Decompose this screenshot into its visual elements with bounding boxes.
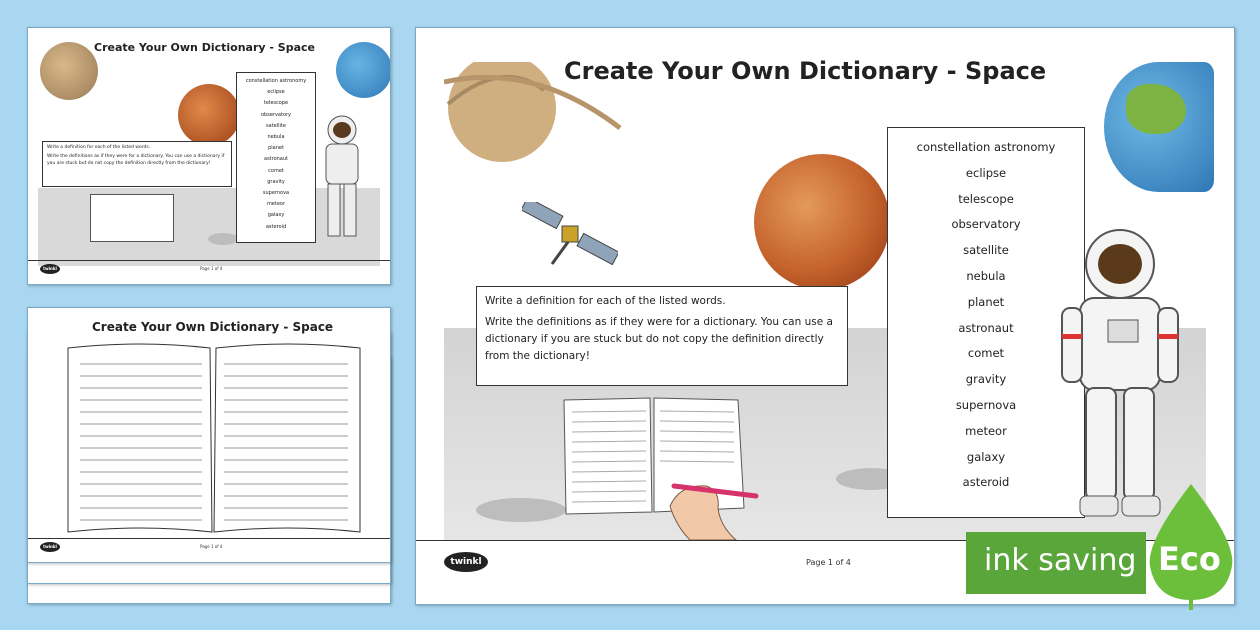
word-item: satellite xyxy=(963,243,1009,258)
twinkl-logo: twinkl xyxy=(40,264,60,274)
page-number: Page 1 of 4 xyxy=(806,558,851,567)
word-item: supernova xyxy=(955,397,1017,412)
word-item: gravity xyxy=(267,178,285,185)
saturn-image xyxy=(40,42,98,100)
word-item: astronaut xyxy=(958,320,1014,335)
mars-image xyxy=(178,84,240,146)
word-item: galaxy xyxy=(267,212,285,219)
preview-sheet-2[interactable] xyxy=(27,307,391,563)
word-item: meteor xyxy=(965,423,1007,438)
earth-land xyxy=(1126,84,1186,134)
open-book-image xyxy=(64,342,364,534)
sheet-title: Create Your Own Dictionary - Space xyxy=(94,41,315,54)
instruction-box xyxy=(476,286,848,386)
instruction-line-2: Write the definitions as if they were for a dictionary. You can use a dictionary if you are stuck but do not copy the definition directly from the dictionary! xyxy=(485,316,833,362)
sheet-footer xyxy=(28,260,390,261)
main-sheet[interactable] xyxy=(415,27,1235,605)
sheet-title: Create Your Own Dictionary - Space xyxy=(92,320,334,334)
word-item: planet xyxy=(268,145,284,152)
instruction-line-1: Write a definition for each of the listed words. xyxy=(485,295,726,307)
moon-rock xyxy=(476,498,566,522)
page-number: Page 1 of 4 xyxy=(200,544,223,549)
word-item: satellite xyxy=(266,122,286,129)
eco-badge-label: Eco xyxy=(1158,540,1221,578)
word-item: gravity xyxy=(965,372,1007,387)
mars-image xyxy=(754,154,890,290)
instruction-line-1: Write a definition for each of the listed words. xyxy=(47,145,151,150)
preview-sheet-1[interactable] xyxy=(27,27,391,285)
word-item: eclipse xyxy=(267,89,285,96)
earth-image xyxy=(336,42,391,98)
word-item: observatory xyxy=(951,217,1021,232)
hand-writing-image xyxy=(660,456,760,540)
word-list xyxy=(236,72,316,243)
word-item: meteor xyxy=(266,201,286,208)
sheet-footer xyxy=(28,538,390,539)
word-item: eclipse xyxy=(965,165,1007,180)
word-item: constellation astronomy xyxy=(245,78,307,84)
page-number: Page 1 of 4 xyxy=(200,266,223,271)
astronaut-image xyxy=(318,112,368,244)
notebook-image xyxy=(90,194,174,242)
instruction-line-2: Write the definitions as if they were for a dictionary. You can use a dictionary if you are stuck but do not copy the definition directly from the dictionary! xyxy=(47,154,225,166)
word-item: observatory xyxy=(260,111,292,118)
word-item: telescope xyxy=(263,100,289,107)
word-item: telescope xyxy=(958,191,1014,206)
twinkl-logo: twinkl xyxy=(40,542,60,552)
word-list xyxy=(887,127,1085,518)
satellite-image xyxy=(522,202,618,266)
word-item: astronaut xyxy=(264,156,288,163)
twinkl-logo: twinkl xyxy=(444,552,488,572)
word-item: planet xyxy=(967,294,1005,309)
sheet-title: Create Your Own Dictionary - Space xyxy=(564,57,1047,85)
ink-saving-label: ink saving xyxy=(984,543,1137,578)
word-item: galaxy xyxy=(966,449,1006,464)
word-item: nebula xyxy=(966,268,1006,283)
word-item: constellation astronomy xyxy=(916,140,1056,154)
word-item: asteroid xyxy=(265,223,287,230)
moon-rock xyxy=(208,233,238,245)
word-item: comet xyxy=(268,167,284,174)
word-item: asteroid xyxy=(962,475,1010,490)
word-item: comet xyxy=(967,346,1005,361)
word-item: nebula xyxy=(267,134,285,141)
astronaut-image xyxy=(1058,224,1184,524)
instruction-box xyxy=(42,141,232,187)
word-item: supernova xyxy=(262,190,290,197)
